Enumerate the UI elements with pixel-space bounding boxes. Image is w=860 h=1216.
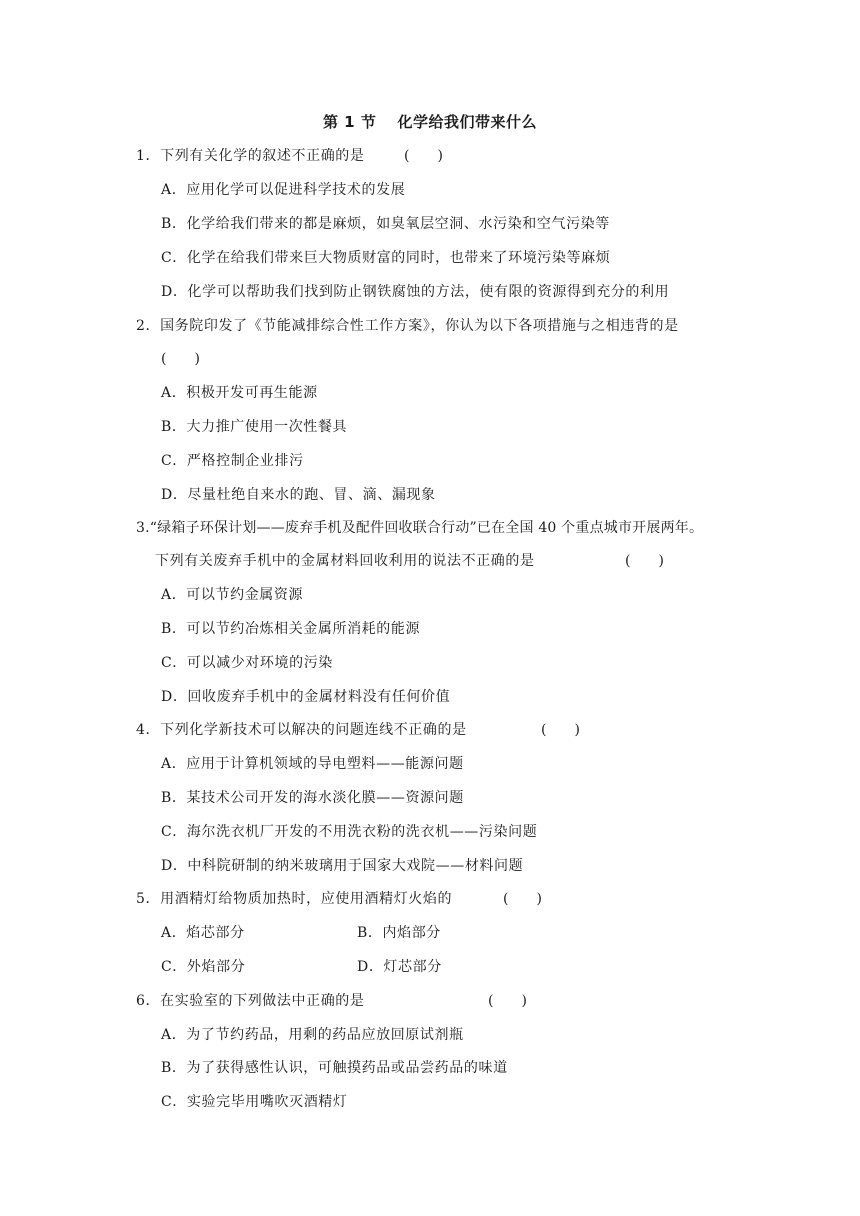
question-6-option-c: C．实验完毕用嘴吹灭酒精灯 — [161, 1094, 348, 1110]
question-6-option-b: B．为了获得感性认识，可触摸药品或品尝药品的味道 — [161, 1060, 508, 1076]
question-6-stem: 6．在实验室的下列做法中正确的是 — [136, 993, 365, 1009]
question-2-option-d: D．尽量杜绝自来水的跑、冒、滴、漏现象 — [161, 487, 436, 503]
question-6-option-a: A．为了节约药品，用剩的药品应放回原试剂瓶 — [161, 1027, 464, 1043]
question-1-option-a: A．应用化学可以促进科学技术的发展 — [161, 182, 406, 198]
question-1-option-c: C．化学在给我们带来巨大物质财富的同时，也带来了环境污染等麻烦 — [161, 250, 611, 266]
question-3-option-c: C．可以减少对环境的污染 — [161, 655, 333, 671]
question-1-stem: 1．下列有关化学的叙述不正确的是 — [136, 148, 365, 164]
question-4-option-a: A．应用于计算机领域的导电塑料——能源问题 — [161, 756, 464, 772]
question-4-option-c: C．海尔洗衣机厂开发的不用洗衣粉的洗衣机——污染问题 — [161, 824, 538, 840]
question-2-option-c: C．严格控制企业排污 — [161, 453, 304, 469]
question-3-option-a: A．可以节约金属资源 — [161, 587, 304, 603]
question-2-answer-blank: ( ) — [161, 351, 200, 367]
question-1-answer-blank: ( ) — [404, 148, 443, 164]
question-3-stem-continued: 下列有关废弃手机中的金属材料回收利用的说法不正确的是 — [155, 553, 535, 569]
question-5-stem: 5．用酒精灯给物质加热时，应使用酒精灯火焰的 — [136, 891, 453, 907]
question-3-answer-blank: ( ) — [625, 553, 664, 569]
page-title: 第 1 节 化学给我们带来什么 — [322, 113, 538, 131]
question-5-option-b: B．内焰部分 — [357, 925, 441, 941]
question-5-option-a: A．焰芯部分 — [161, 925, 245, 941]
question-1-option-d: D．化学可以帮助我们找到防止钢铁腐蚀的方法，使有限的资源得到充分的利用 — [161, 284, 670, 300]
question-2-stem: 2．国务院印发了《节能减排综合性工作方案》，你认为以下各项措施与之相违背的是 — [136, 318, 679, 334]
question-6-answer-blank: ( ) — [488, 993, 527, 1009]
question-2-option-a: A．积极开发可再生能源 — [161, 385, 318, 401]
question-5-answer-blank: ( ) — [503, 891, 542, 907]
question-5-option-c: C．外焰部分 — [161, 959, 246, 975]
question-4-option-d: D．中科院研制的纳米玻璃用于国家大戏院——材料问题 — [161, 858, 524, 874]
question-4-answer-blank: ( ) — [541, 722, 580, 738]
question-1-option-b: B．化学给我们带来的都是麻烦，如臭氧层空洞、水污染和空气污染等 — [161, 216, 610, 232]
question-3-stem: 3.“绿箱子环保计划——废弃手机及配件回收联合行动”已在全国 40 个重点城市开展两年。 — [136, 520, 704, 536]
question-5-option-d: D．灯芯部分 — [357, 959, 442, 975]
question-3-option-b: B．可以节约冶炼相关金属所消耗的能源 — [161, 621, 421, 637]
question-4-option-b: B．某技术公司开发的海水淡化膜——资源问题 — [161, 790, 464, 806]
question-4-stem: 4．下列化学新技术可以解决的问题连线不正确的是 — [136, 722, 467, 738]
question-2-option-b: B．大力推广使用一次性餐具 — [161, 419, 348, 435]
question-3-option-d: D．回收废弃手机中的金属材料没有任何价值 — [161, 689, 451, 705]
